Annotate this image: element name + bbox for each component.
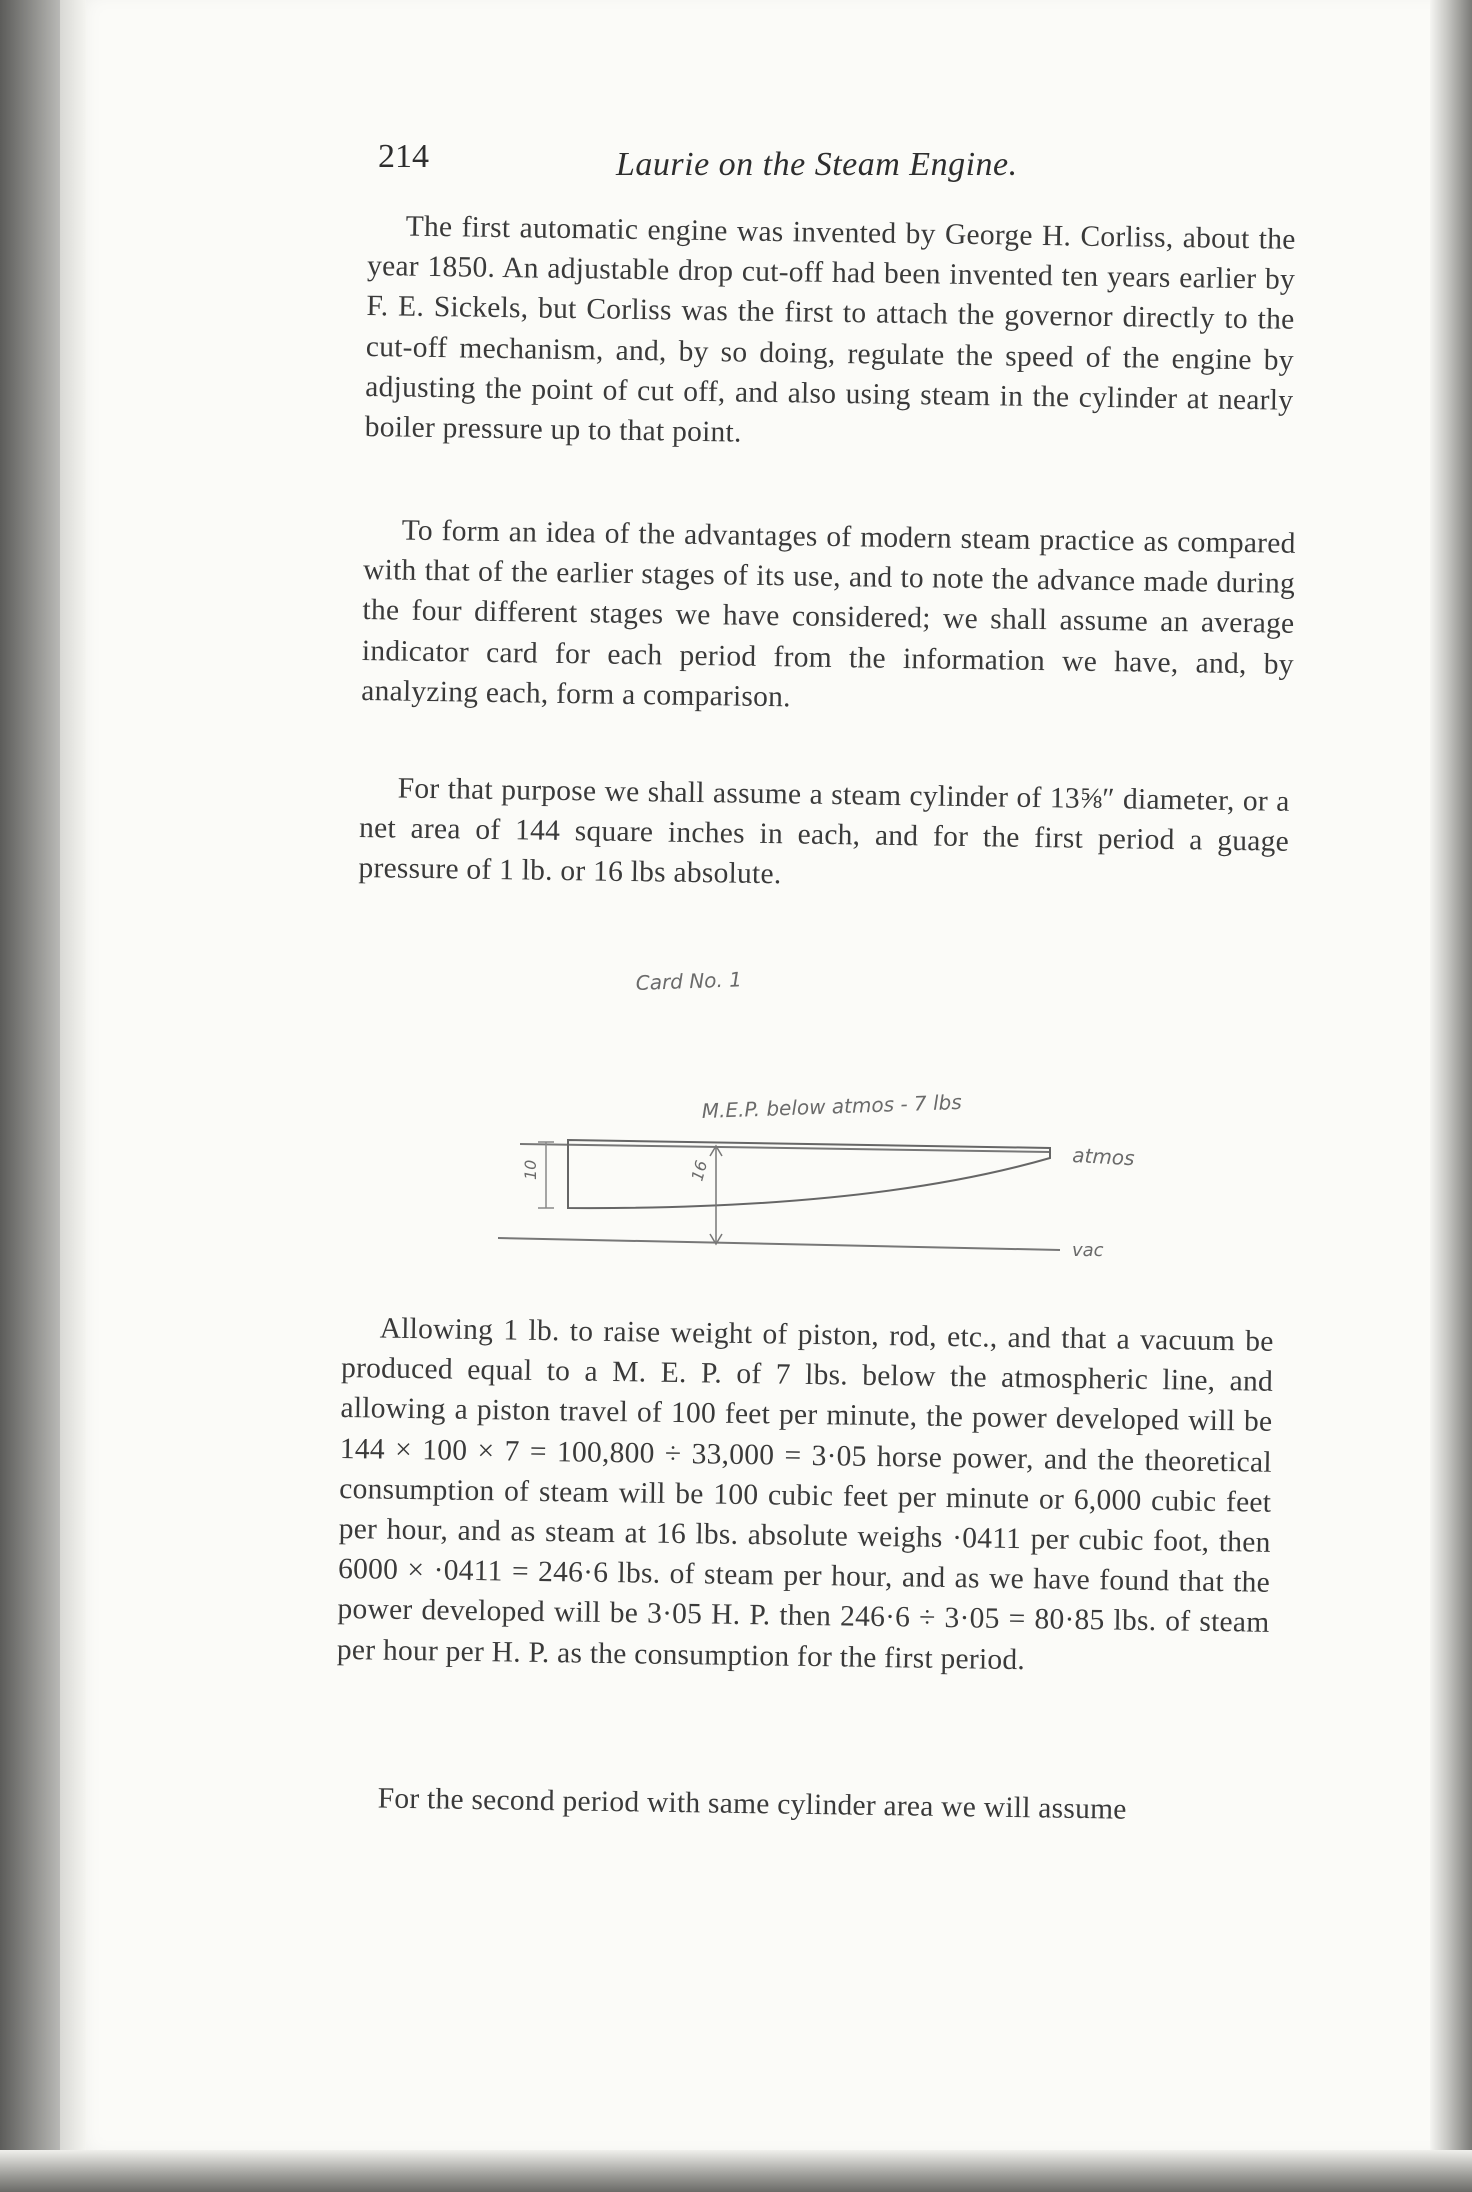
running-head (378, 138, 1318, 190)
paragraph-first-period-calculation: Allowing 1 lb. to raise weight of piston, rod, etc., and that a vacuum be produced equal to a M. E. P. of 7 lbs. below the atmospheric line, and allowing a piston travel of 100 feet per minute, the power developed will be 144 × 100 × 7 = 100,800 ÷ 33,000 = 3·05 horse power, and the theoretical consumption of steam will be 100 cubic feet per minute or 6,000 cubic feet per hour, and as steam at 16 lbs. absolute weighs ·0411 per cubic foot, then 6000 × ·0411 = 246·6 lbs. of steam per hour, and as we have found that the power developed will be 3·05 H. P. then 246·6 ÷ 3·05 = 80·85 lbs. of steam per hour per H. P. as the consumption for the first period. (336, 1312, 1274, 1676)
indicator-card-diagram (490, 960, 1150, 1280)
atmospheric-line (520, 1144, 1050, 1152)
page-bottom-edge (0, 2150, 1472, 2192)
running-title: Laurie on the Steam Engine. (616, 146, 1018, 183)
paragraph-corliss: The first automatic engine was invented by George H. Corliss, about the year 1850. An adjustable drop cut-off had been invented ten years earlier by F. E. Sickels, but Corliss was the first to attach the governor directly to the cut-off mechanism, and, by so doing, regulate the speed of the engine by adjusting the point of cut off, and also using steam in the cylinder at nearly boiler pressure up to that point. (364, 210, 1296, 449)
page-gutter-shadow (60, 0, 86, 2150)
left-dimension-label: 10 (521, 1159, 540, 1180)
paragraph-advantages: To form an idea of the advantages of modern steam practice as compared with that of the earlier stages of its use, and to note the advance made during the four different stages we have considered; we shall assume an average indicator card for each period from the information we have, and, by analyzing each, form a comparison. (361, 514, 1296, 714)
vacuum-line (498, 1238, 1060, 1250)
mid-dimension-label: 16 (687, 1158, 712, 1184)
atmos-label: atmos (1071, 1143, 1136, 1171)
paragraph-cylinder: For that purpose we shall assume a steam cylinder of 13⅝″ diameter, or a net area of 144 square inches in each, and for the first period a guage pressure of 1 lb. or 16 lbs absolute. (358, 772, 1290, 891)
page-number: 214 (378, 138, 429, 175)
page-right-edge (1430, 0, 1472, 2192)
vac-label: vac (1072, 1240, 1104, 1261)
mep-label: M.E.P. below atmos - 7 lbs (701, 1089, 963, 1123)
card-label: Card No. 1 (635, 967, 743, 995)
paragraph-second-period: For the second period with same cylinder area we will assume (377, 1782, 1127, 1826)
